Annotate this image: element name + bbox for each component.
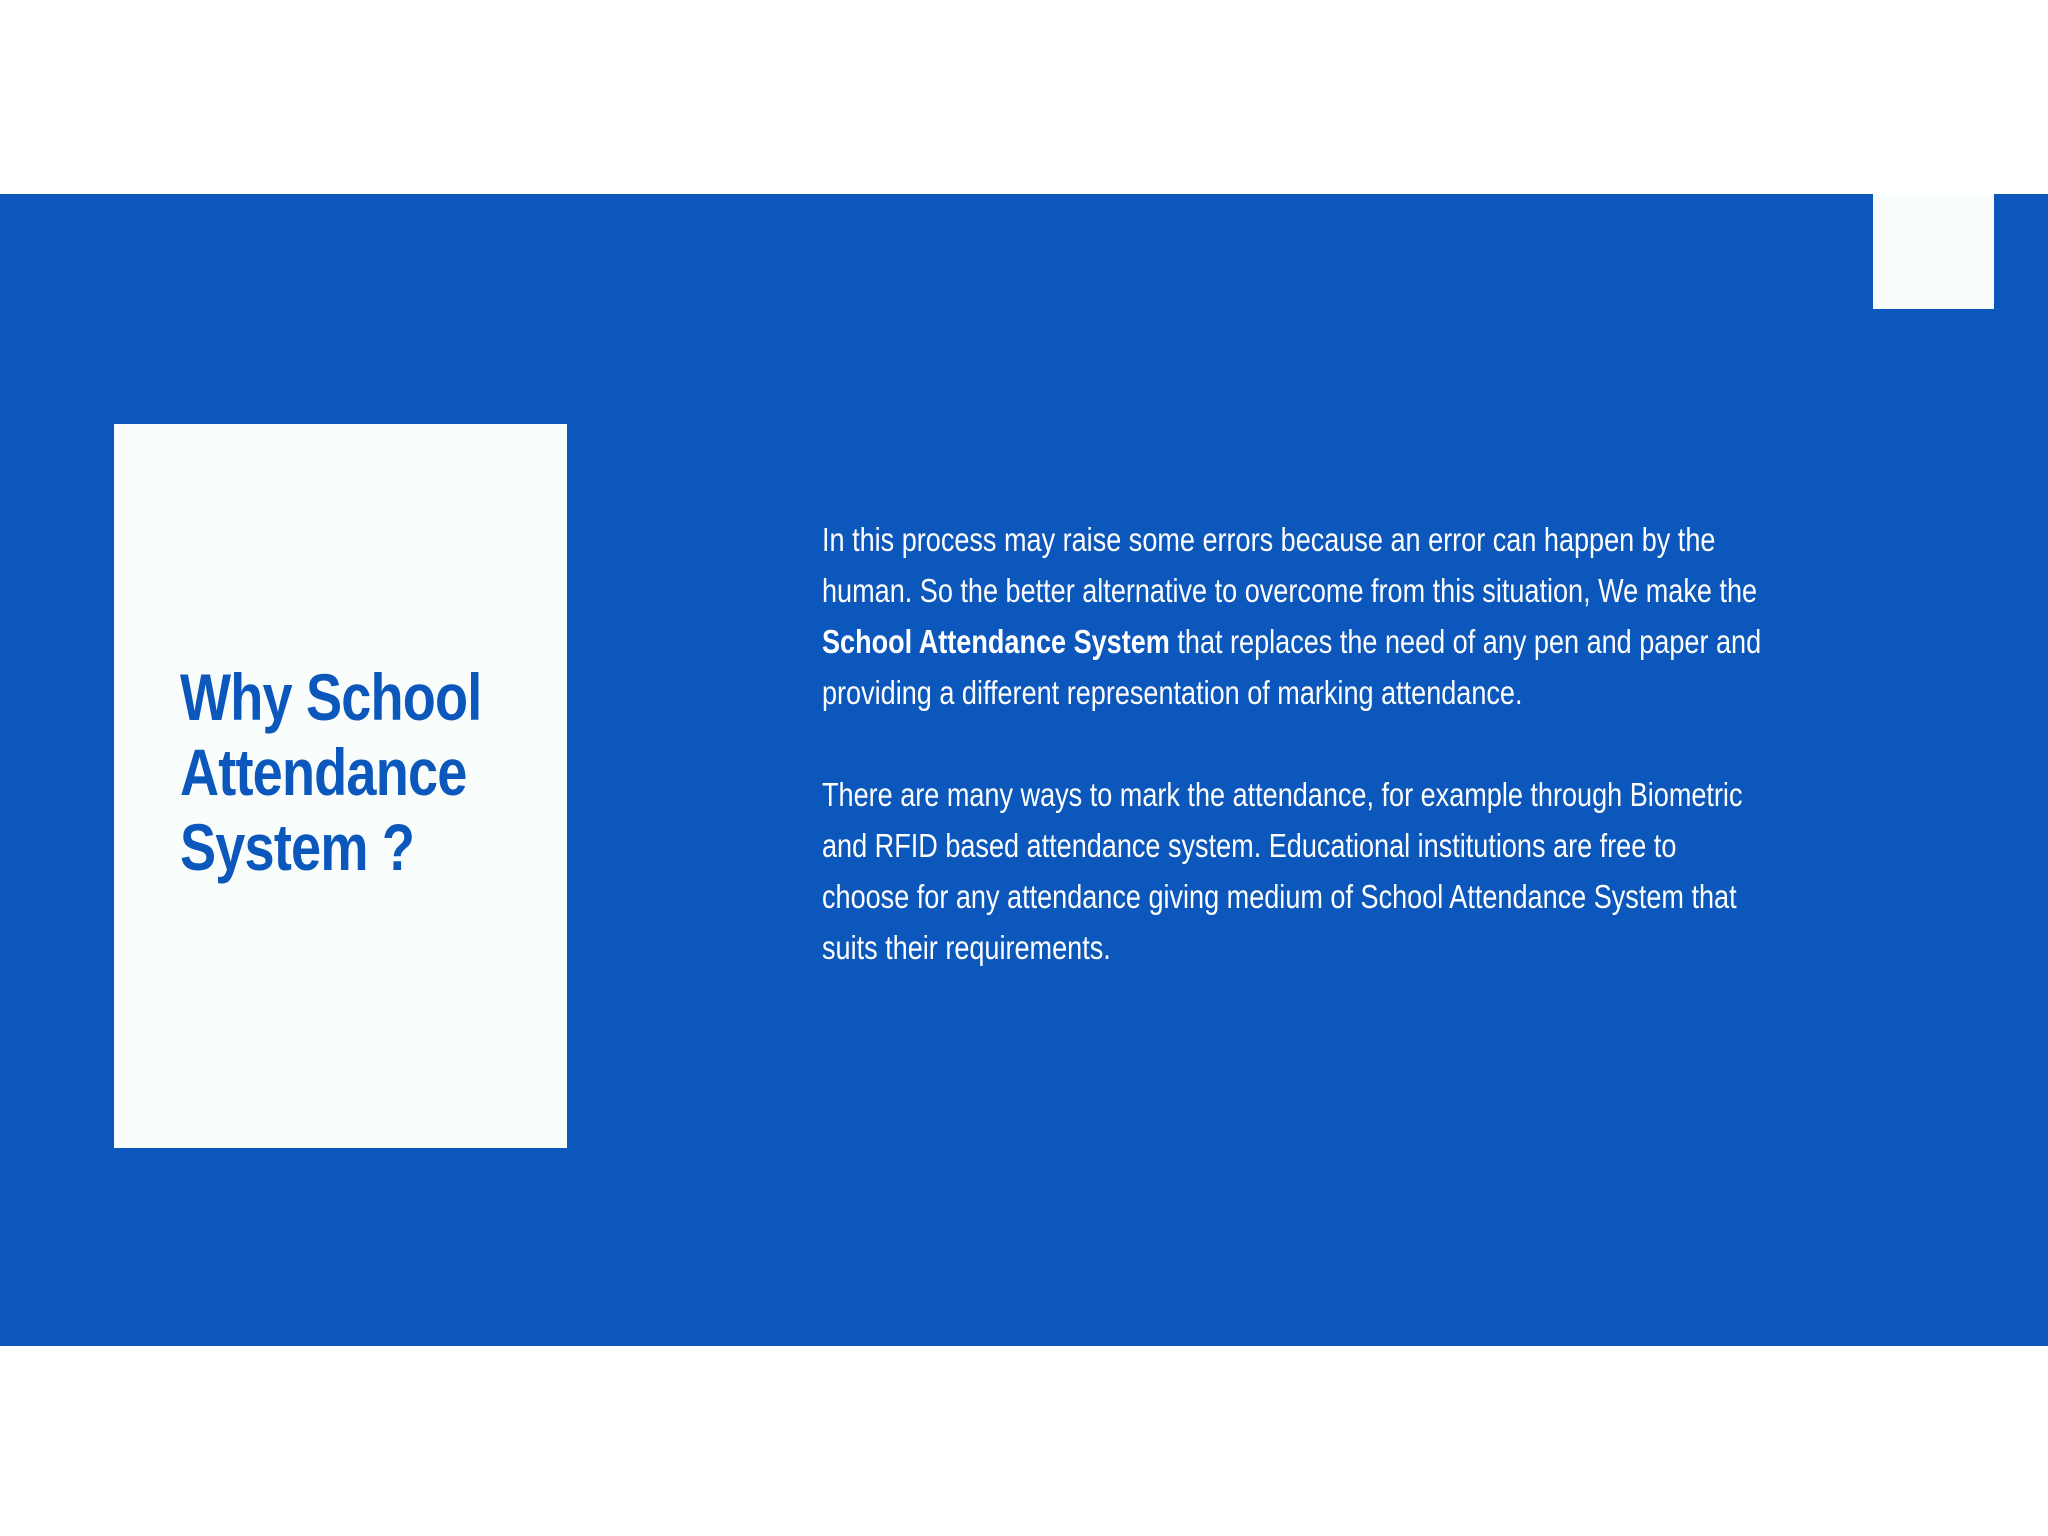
paragraph-1-end: that replaces the need of any pen and paper and providing a different representation of marking attendance. [822, 623, 1762, 711]
paragraph-1-start: In this process may raise some errors because an error can happen by the human. So the better alternative to overcome from this situation, We make the [822, 521, 1758, 609]
paragraph-2: There are many ways to mark the attendance, for example through Biometric and RFID based attendance system. Educational institutions are free to choose for any attendance giving medium of School Attendance System that suits their requirements. [822, 776, 1743, 966]
slide-title-line-1: Why School [180, 660, 482, 734]
paragraph-1 [822, 514, 1765, 718]
slide-title-line-3: System ? [180, 810, 415, 884]
corner-decoration-square [1873, 194, 1994, 309]
slide-title [180, 660, 482, 885]
body-text [822, 514, 1765, 973]
slide-title-line-2: Attendance [180, 735, 467, 809]
title-card [114, 424, 567, 1148]
paragraph-1-emphasis: School Attendance System [822, 623, 1170, 660]
